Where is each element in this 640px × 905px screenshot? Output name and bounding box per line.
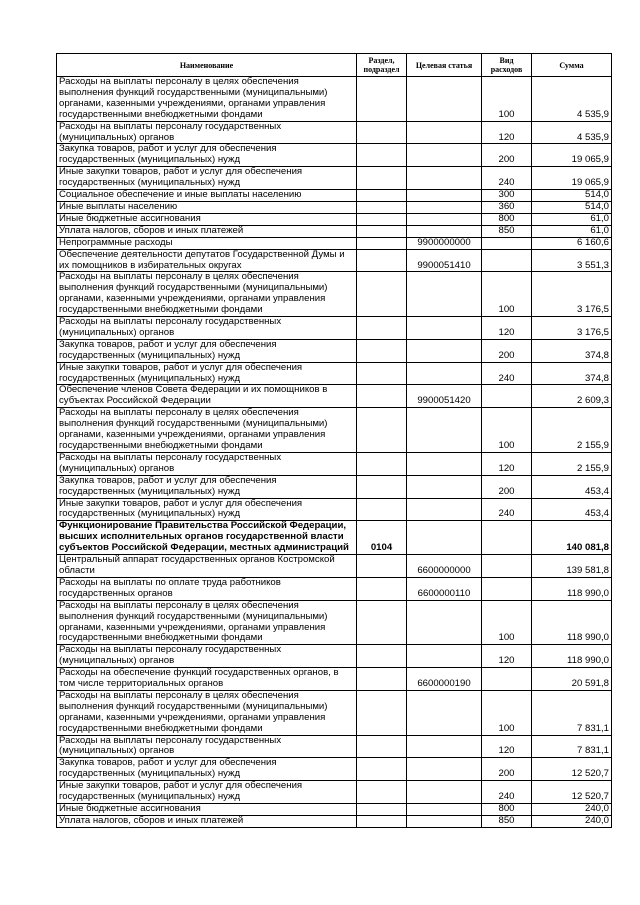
row-section — [357, 190, 407, 202]
row-section — [357, 577, 407, 600]
table-row — [57, 600, 612, 645]
row-section — [357, 77, 407, 122]
row-target — [407, 121, 482, 144]
header-vr: Вид расходов — [482, 54, 532, 77]
row-sum: 61,0 — [532, 213, 612, 225]
row-sum: 514,0 — [532, 190, 612, 202]
row-name: Расходы на выплаты персоналу государственных (муниципальных) органов — [57, 645, 357, 668]
table-row — [57, 690, 612, 735]
row-section — [357, 201, 407, 213]
row-vr: 100 — [482, 272, 532, 317]
budget-document — [56, 53, 611, 828]
row-vr — [482, 385, 532, 408]
row-section — [357, 213, 407, 225]
row-sum: 7 831,1 — [532, 735, 612, 758]
row-name: Иные закупки товаров, работ и услуг для обеспечения государственных (муниципальных) нужд — [57, 781, 357, 804]
row-sum: 118 990,0 — [532, 600, 612, 645]
row-target — [407, 475, 482, 498]
row-sum: 140 081,8 — [532, 521, 612, 555]
row-sum: 453,4 — [532, 475, 612, 498]
row-name: Расходы на выплаты персоналу в целях обеспечения выполнения функций государственными (муниципальными) органами, казенными учреждениями, органами управления государственными внебюджетными фондами — [57, 77, 357, 122]
row-vr: 240 — [482, 167, 532, 190]
row-target — [407, 600, 482, 645]
row-section — [357, 272, 407, 317]
table-row — [57, 201, 612, 213]
row-target — [407, 815, 482, 827]
row-section — [357, 249, 407, 272]
row-name: Расходы на обеспечение функций государственных органов, в том числе территориальных органов — [57, 668, 357, 691]
row-section — [357, 804, 407, 816]
row-target — [407, 190, 482, 202]
row-target — [407, 213, 482, 225]
row-sum: 453,4 — [532, 498, 612, 521]
row-vr — [482, 249, 532, 272]
row-vr: 200 — [482, 475, 532, 498]
row-target — [407, 362, 482, 385]
row-vr: 850 — [482, 815, 532, 827]
row-sum: 61,0 — [532, 225, 612, 237]
row-section — [357, 600, 407, 645]
row-vr: 850 — [482, 225, 532, 237]
row-target — [407, 735, 482, 758]
row-vr: 120 — [482, 735, 532, 758]
row-vr: 120 — [482, 452, 532, 475]
row-section — [357, 452, 407, 475]
row-section: 0104 — [357, 521, 407, 555]
table-row — [57, 339, 612, 362]
row-sum: 20 591,8 — [532, 668, 612, 691]
row-vr: 800 — [482, 213, 532, 225]
row-vr: 100 — [482, 600, 532, 645]
table-row — [57, 237, 612, 249]
table-row — [57, 249, 612, 272]
row-section — [357, 475, 407, 498]
row-target — [407, 144, 482, 167]
row-sum: 19 065,9 — [532, 167, 612, 190]
row-target — [407, 498, 482, 521]
row-name: Расходы на выплаты персоналу в целях обеспечения выполнения функций государственными (муниципальными) органами, казенными учреждениями, органами управления государственными внебюджетными фондами — [57, 408, 357, 453]
row-name: Иные закупки товаров, работ и услуг для обеспечения государственных (муниципальных) нужд — [57, 498, 357, 521]
row-target — [407, 645, 482, 668]
row-name: Обеспечение членов Совета Федерации и их помощников в субъектах Российской Федерации — [57, 385, 357, 408]
row-name: Непрограммные расходы — [57, 237, 357, 249]
table-row — [57, 555, 612, 578]
row-name: Социальное обеспечение и иные выплаты населению — [57, 190, 357, 202]
row-target: 6600000110 — [407, 577, 482, 600]
row-section — [357, 144, 407, 167]
row-sum: 118 990,0 — [532, 577, 612, 600]
row-sum: 374,8 — [532, 339, 612, 362]
row-section — [357, 758, 407, 781]
row-name: Иные выплаты населению — [57, 201, 357, 213]
row-section — [357, 645, 407, 668]
row-vr — [482, 237, 532, 249]
table-row — [57, 385, 612, 408]
header-target: Целевая статья — [407, 54, 482, 77]
row-vr: 360 — [482, 201, 532, 213]
row-name: Закупка товаров, работ и услуг для обеспечения государственных (муниципальных) нужд — [57, 144, 357, 167]
row-section — [357, 237, 407, 249]
row-vr: 120 — [482, 317, 532, 340]
row-section — [357, 408, 407, 453]
row-section — [357, 339, 407, 362]
row-section — [357, 385, 407, 408]
row-target: 6600000000 — [407, 555, 482, 578]
row-vr: 240 — [482, 781, 532, 804]
row-name: Иные закупки товаров, работ и услуг для обеспечения государственных (муниципальных) нужд — [57, 362, 357, 385]
row-name: Расходы на выплаты персоналу государственных (муниципальных) органов — [57, 452, 357, 475]
row-vr — [482, 577, 532, 600]
row-section — [357, 690, 407, 735]
row-target — [407, 272, 482, 317]
row-section — [357, 555, 407, 578]
row-target — [407, 408, 482, 453]
table-row — [57, 521, 612, 555]
row-name: Иные закупки товаров, работ и услуг для обеспечения государственных (муниципальных) нужд — [57, 167, 357, 190]
row-vr: 100 — [482, 77, 532, 122]
row-name: Закупка товаров, работ и услуг для обеспечения государственных (муниципальных) нужд — [57, 475, 357, 498]
row-vr: 120 — [482, 121, 532, 144]
header-sum: Сумма — [532, 54, 612, 77]
table-row — [57, 668, 612, 691]
row-name: Обеспечение деятельности депутатов Государственной Думы и их помощников в избирательных округах — [57, 249, 357, 272]
row-name: Расходы на выплаты персоналу государственных (муниципальных) органов — [57, 317, 357, 340]
row-sum: 4 535,9 — [532, 121, 612, 144]
row-name: Расходы на выплаты персоналу в целях обеспечения выполнения функций государственными (муниципальными) органами, казенными учреждениями, органами управления государственными внебюджетными фондами — [57, 600, 357, 645]
row-target — [407, 804, 482, 816]
row-sum: 6 160,6 — [532, 237, 612, 249]
row-target — [407, 781, 482, 804]
table-row — [57, 758, 612, 781]
row-vr: 240 — [482, 362, 532, 385]
table-row — [57, 408, 612, 453]
row-vr: 800 — [482, 804, 532, 816]
row-sum: 3 176,5 — [532, 272, 612, 317]
table-body — [57, 77, 612, 828]
row-sum: 2 609,3 — [532, 385, 612, 408]
table-row — [57, 121, 612, 144]
row-name: Уплата налогов, сборов и иных платежей — [57, 815, 357, 827]
row-name: Функционирование Правительства Российской Федерации, высших исполнительных органов государственной власти субъектов Российской Федерации, местных администраций — [57, 521, 357, 555]
row-target — [407, 77, 482, 122]
row-section — [357, 781, 407, 804]
row-target — [407, 225, 482, 237]
row-sum: 118 990,0 — [532, 645, 612, 668]
row-sum: 4 535,9 — [532, 77, 612, 122]
row-section — [357, 362, 407, 385]
row-vr: 200 — [482, 144, 532, 167]
row-target — [407, 521, 482, 555]
table-row — [57, 645, 612, 668]
row-sum: 3 176,5 — [532, 317, 612, 340]
table-row — [57, 225, 612, 237]
row-vr: 240 — [482, 498, 532, 521]
table-row — [57, 144, 612, 167]
table-row — [57, 452, 612, 475]
row-target — [407, 452, 482, 475]
row-name: Иные бюджетные ассигнования — [57, 213, 357, 225]
table-row — [57, 213, 612, 225]
table-row — [57, 190, 612, 202]
row-name: Уплата налогов, сборов и иных платежей — [57, 225, 357, 237]
row-section — [357, 815, 407, 827]
row-vr — [482, 668, 532, 691]
row-vr: 120 — [482, 645, 532, 668]
header-name: Наименование — [57, 54, 357, 77]
row-name: Расходы на выплаты персоналу в целях обеспечения выполнения функций государственными (муниципальными) органами, казенными учреждениями, органами управления государственными внебюджетными фондами — [57, 272, 357, 317]
row-vr: 100 — [482, 408, 532, 453]
row-sum: 12 520,7 — [532, 781, 612, 804]
row-vr: 200 — [482, 758, 532, 781]
table-row — [57, 167, 612, 190]
row-vr: 200 — [482, 339, 532, 362]
row-name: Расходы на выплаты персоналу государственных (муниципальных) органов — [57, 735, 357, 758]
row-sum: 240,0 — [532, 804, 612, 816]
row-target: 9900000000 — [407, 237, 482, 249]
row-section — [357, 225, 407, 237]
row-sum: 374,8 — [532, 362, 612, 385]
row-name: Центральный аппарат государственных органов Костромской области — [57, 555, 357, 578]
table-row — [57, 77, 612, 122]
row-section — [357, 317, 407, 340]
table-row — [57, 362, 612, 385]
row-vr — [482, 555, 532, 578]
table-row — [57, 272, 612, 317]
row-target — [407, 339, 482, 362]
row-sum: 19 065,9 — [532, 144, 612, 167]
row-target — [407, 317, 482, 340]
row-section — [357, 735, 407, 758]
row-sum: 240,0 — [532, 815, 612, 827]
row-name: Иные бюджетные ассигнования — [57, 804, 357, 816]
row-target: 9900051410 — [407, 249, 482, 272]
row-vr: 100 — [482, 690, 532, 735]
row-section — [357, 498, 407, 521]
row-target: 9900051420 — [407, 385, 482, 408]
row-target: 6600000190 — [407, 668, 482, 691]
row-vr: 300 — [482, 190, 532, 202]
header-section: Раздел, подраздел — [357, 54, 407, 77]
row-name: Закупка товаров, работ и услуг для обеспечения государственных (муниципальных) нужд — [57, 758, 357, 781]
row-target — [407, 690, 482, 735]
row-section — [357, 121, 407, 144]
row-target — [407, 167, 482, 190]
row-sum: 139 581,8 — [532, 555, 612, 578]
table-row — [57, 735, 612, 758]
row-sum: 2 155,9 — [532, 452, 612, 475]
row-name: Закупка товаров, работ и услуг для обеспечения государственных (муниципальных) нужд — [57, 339, 357, 362]
row-sum: 7 831,1 — [532, 690, 612, 735]
table-row — [57, 317, 612, 340]
row-name: Расходы на выплаты персоналу государственных (муниципальных) органов — [57, 121, 357, 144]
table-row — [57, 781, 612, 804]
row-sum: 3 551,3 — [532, 249, 612, 272]
table-row — [57, 815, 612, 827]
row-name: Расходы на выплаты по оплате труда работников государственных органов — [57, 577, 357, 600]
row-target — [407, 758, 482, 781]
table-row — [57, 498, 612, 521]
table-row — [57, 804, 612, 816]
table-header-row — [57, 54, 612, 77]
row-name: Расходы на выплаты персоналу в целях обеспечения выполнения функций государственными (муниципальными) органами, казенными учреждениями, органами управления государственными внебюджетными фондами — [57, 690, 357, 735]
row-sum: 2 155,9 — [532, 408, 612, 453]
row-section — [357, 167, 407, 190]
row-sum: 12 520,7 — [532, 758, 612, 781]
row-sum: 514,0 — [532, 201, 612, 213]
row-section — [357, 668, 407, 691]
table-row — [57, 577, 612, 600]
budget-table — [56, 53, 612, 828]
row-target — [407, 201, 482, 213]
table-row — [57, 475, 612, 498]
row-vr — [482, 521, 532, 555]
